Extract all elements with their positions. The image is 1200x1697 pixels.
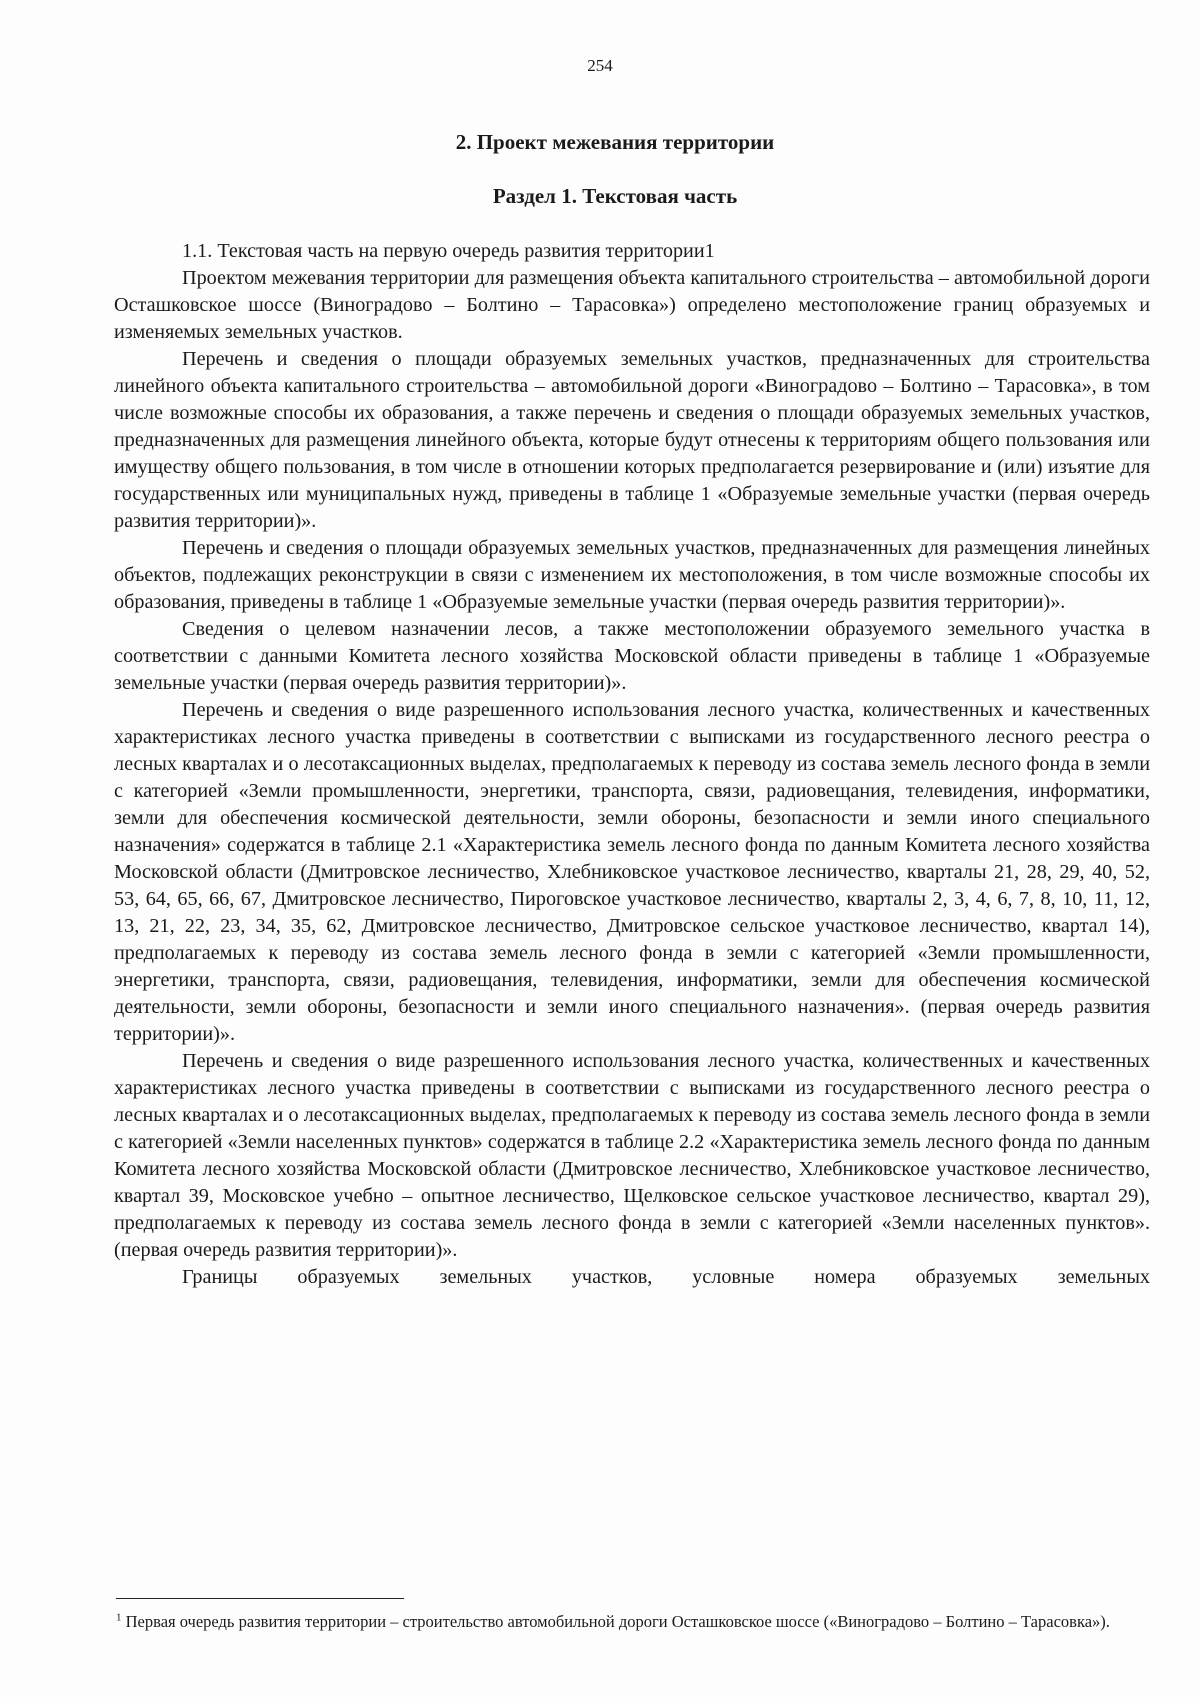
footnote-divider — [116, 1598, 404, 1599]
footnote-mark: 1 — [116, 1611, 122, 1624]
paragraph: Перечень и сведения о площади образуемых земельных участков, предназначенных для строительства линейного объекта капитального строительства – автомобильной дороги «Виноградово – Болтино – Тарасовка», в том числе возможные способы их образования, а также перечень и сведения о площади образуемых земельных участков, предназначенных для размещения линейного объекта, которые будут отнесены к территориям общего пользования или имуществу общего пользования, в том числе в отношении которых предполагается резервирование и (или) изъятие для государственных или муниципальных нужд, приведены в таблице 1 «Образуемые земельные участки (первая очередь развития территории)». — [114, 348, 1150, 532]
footnote-text: Первая очередь развития территории – строительство автомобильной дороги Осташковское шоссе («Виноградово – Болтино – Тарасовка»). — [125, 1612, 1110, 1631]
footnote — [116, 1610, 1150, 1634]
paragraph: Границы образуемых земельных участков, условные номера образуемых земельных — [182, 1266, 1150, 1288]
section-title: Раздел 1. Текстовая часть — [492, 184, 738, 208]
paragraph: Перечень и сведения о виде разрешенного использования лесного участка, количественных и качественных характеристиках лесного участка приведены в соответствии с выписками из государственного лесного реестра о лесных кварталах и о лесотаксационных выделах, предполагаемых к переводу из состава земель лесного фонда в земли с категорией «Земли промышленности, энергетики, транспорта, связи, радиовещания, телевидения, информатики, земли для обеспечения космической деятельности, земли обороны, безопасности и земли иного специального назначения» содержатся в таблице 2.1 «Характеристика земель лесного фонда по данным Комитета лесного хозяйства Московской области (Дмитровское лесничество, Хлебниковское участковое лесничество, кварталы 21, 28, 29, 40, 52, 53, 64, 65, 66, 67, Дмитровское лесничество, Пироговское участковое лесничество, кварталы 2, 3, 4, 6, 7, 8, 10, 11, 12, 13, 21, 22, 23, 34, 35, 62, Дмитровское лесничество, Дмитровское сельское участковое лесничество, квартал 14), предполагаемых к переводу из состава земель лесного фонда в земли с категорией «Земли промышленности, энергетики, транспорта, связи, радиовещания, телевидения, информатики, земли для обеспечения космической деятельности, земли обороны, безопасности и земли иного специального назначения». (первая очередь развития территории)». — [114, 699, 1150, 1045]
paragraph: Перечень и сведения о виде разрешенного использования лесного участка, количественных и качественных характеристиках лесного участка приведены в соответствии с выписками из государственного лесного реестра о лесных кварталах и о лесотаксационных выделах, предполагаемых к переводу из состава земель лесного фонда в земли с категорией «Земли населенных пунктов» содержатся в таблице 2.2 «Характеристика земель лесного фонда по данным Комитета лесного хозяйства Московской области (Дмитровское лесничество, Хлебниковское участковое лесничество, квартал 39, Московское учебно – опытное лесничество, Щелковское сельское участковое лесничество, квартал 29), предполагаемых к переводу из состава земель лесного фонда в земли с категорией «Земли населенных пунктов». (первая очередь развития территории)». — [114, 1050, 1150, 1261]
paragraph: Перечень и сведения о площади образуемых земельных участков, предназначенных для размещения линейных объектов, подлежащих реконструкции в связи с изменением их местоположения, в том числе возможные способы их образования, приведены в таблице 1 «Образуемые земельные участки (первая очередь развития территории)». — [114, 537, 1150, 613]
paragraph: Сведения о целевом назначении лесов, а также местоположении образуемого земельного участка в соответствии с данными Комитета лесного хозяйства Московской области приведены в таблице 1 «Образуемые земельные участки (первая очередь развития территории)». — [114, 618, 1150, 694]
document-title: 2. Проект межевания территории — [455, 130, 775, 154]
page-number: 254 — [587, 56, 613, 75]
paragraph: Проектом межевания территории для размещения объекта капитального строительства – автомобильной дороги Осташковское шоссе (Виноградово – Болтино – Тарасовка») определено местоположение границ образуемых и изменяемых земельных участков. — [114, 267, 1150, 343]
body-text — [114, 238, 1150, 1291]
subheading-text: 1.1. Текстовая часть на первую очередь развития территории — [182, 240, 705, 262]
subheading — [114, 238, 1150, 265]
subheading-footnote-ref: 1 — [704, 240, 715, 262]
